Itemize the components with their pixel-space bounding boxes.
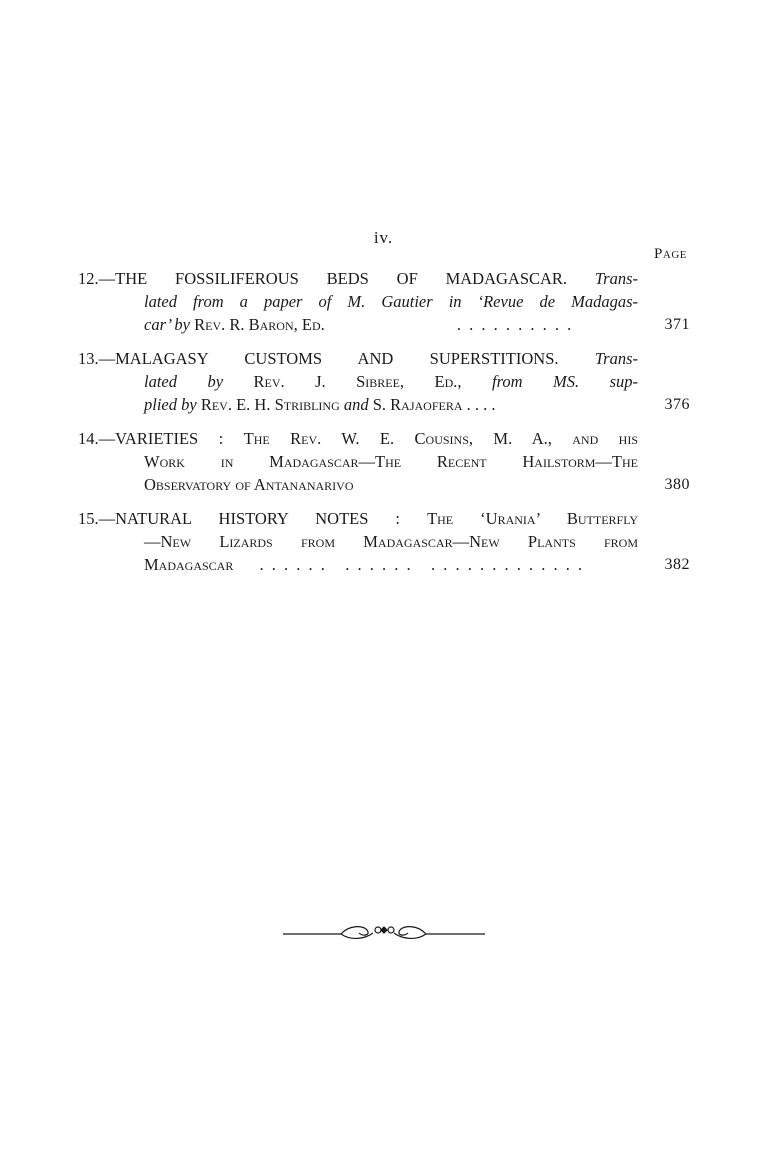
decorative-ornament-icon	[283, 917, 485, 945]
page-number: iv.	[373, 228, 394, 247]
toc-entry-12	[78, 267, 690, 336]
entry-subtitle: The Rev. W. E. Cousins, M. A., and his	[243, 429, 639, 448]
entry-subtitle: Trans-	[594, 349, 639, 368]
page-column-header: Page	[654, 246, 687, 262]
entry-page: 382	[664, 556, 690, 573]
entry-line	[78, 347, 690, 370]
entry-line	[78, 507, 690, 530]
entry-number: 12.	[78, 269, 99, 288]
entry-author: Rev. J. Sibree, Ed.,	[253, 372, 462, 391]
entry-line	[78, 473, 690, 496]
entry-line	[78, 427, 690, 450]
entry-line	[78, 313, 690, 336]
entry-subtitle: Work in Madagascar—The Recent Hailstorm—The	[144, 452, 638, 471]
entry-subtitle: car’ by	[144, 315, 190, 334]
entry-author: Rev. E. H. Stribling	[200, 395, 340, 414]
entry-page: 371	[664, 316, 690, 333]
entry-number: 15.	[78, 509, 99, 528]
entry-line	[78, 393, 690, 416]
entry-subtitle: plied by	[144, 395, 197, 414]
entry-title: —VARIETIES :	[98, 429, 224, 448]
entry-title: —THE FOSSILIFEROUS BEDS OF MADAGASCAR.	[98, 269, 568, 288]
entry-title: —NATURAL HISTORY NOTES :	[98, 509, 401, 528]
entry-page: 376	[664, 396, 690, 413]
entry-line	[78, 450, 690, 473]
toc-entry-14	[78, 427, 690, 496]
leader-dots: . . . . . . . . . .	[456, 315, 574, 334]
entry-subtitle: lated by	[144, 372, 224, 391]
table-of-contents	[78, 267, 690, 587]
entry-subtitle: —New Lizards from Madagascar—New Plants from	[144, 532, 638, 551]
entry-subtitle: Madagascar	[144, 555, 234, 574]
entry-line	[78, 370, 690, 393]
entry-subtitle: from MS. sup-	[491, 372, 638, 391]
entry-subtitle: The ‘Urania’ Butterfly	[427, 509, 639, 528]
toc-entry-15	[78, 507, 690, 576]
entry-author: Rev. R. Baron, Ed.	[194, 315, 325, 334]
entry-subtitle: Trans-	[594, 269, 639, 288]
entry-line	[78, 530, 690, 553]
entry-page: 380	[664, 476, 690, 493]
entry-subtitle: lated from a paper of M. Gautier in ‘Revue de Madagas-	[144, 292, 638, 311]
entry-line	[78, 290, 690, 313]
entry-line	[78, 267, 690, 290]
entry-title: —MALAGASY CUSTOMS AND SUPERSTITIONS.	[98, 349, 559, 368]
entry-line	[78, 553, 690, 576]
entry-author: S. Rajaofera . . . .	[372, 395, 496, 414]
entry-subtitle: Observatory of Antananarivo	[144, 475, 354, 494]
entry-number: 14.	[78, 429, 99, 448]
entry-number: 13.	[78, 349, 99, 368]
leader-dots: . . . . . . . . . . . . . . . . . . . . . . . . .	[259, 555, 585, 574]
entry-connector: and	[343, 395, 369, 414]
toc-entry-13	[78, 347, 690, 416]
